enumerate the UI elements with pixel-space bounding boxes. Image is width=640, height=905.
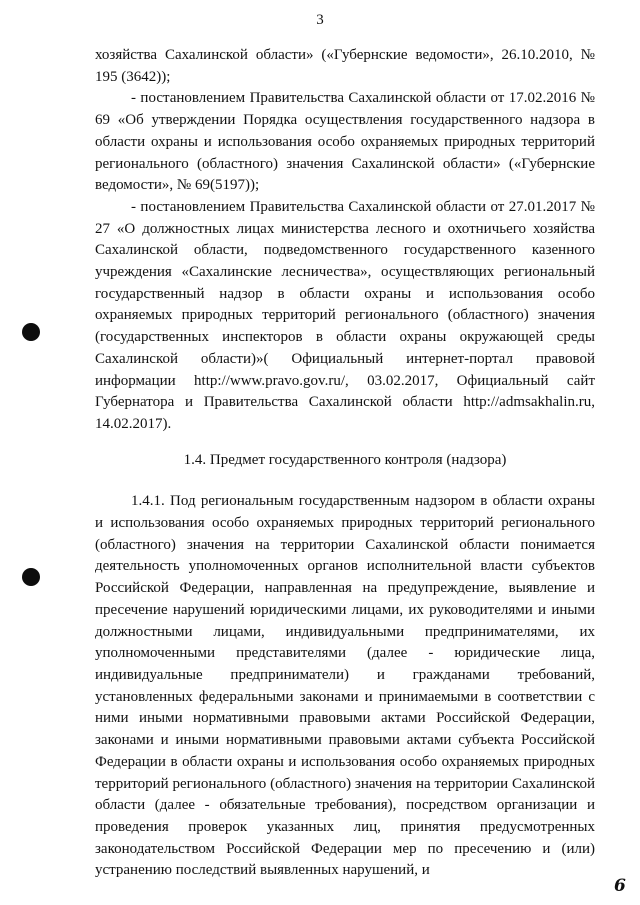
paragraph-continuation: хозяйства Сахалинской области» («Губернские ведомости», 26.10.2010, № 195 (3642)); xyxy=(95,47,595,85)
punch-hole-top xyxy=(22,323,40,341)
paragraph-decree-2017: - постановлением Правительства Сахалинской области от 27.01.2017 № 27 «О должностных лицах министерства лесного и охотничьего хозяйства Сахалинской области, подведомственного государственного казенного учреждения «Сахалинские лесничества», осуществляющих региональный государственный надзор в области охраны и использования особо охраняемых природных территорий регионального (областного) значения (государственных инспекторов в области охраны окружающей среды Сахалинской области)»( Официальный интернет-портал правовой информации http://www.pravo.gov.ru/, 03.02.2017, Официальный сайт Губернатора и Правительства Сахалинской области http://admsakhalin.ru, 14.02.2017). xyxy=(95,198,595,432)
page-number: 3 xyxy=(316,12,324,28)
handwritten-page-mark: 6 xyxy=(614,876,626,896)
punch-hole-bottom xyxy=(22,568,40,586)
document-body xyxy=(95,45,595,882)
paragraph-decree-2016: - постановлением Правительства Сахалинской области от 17.02.2016 № 69 «Об утверждении Порядка осуществления государственного надзора в области охраны и использования особо охраняемых природных территорий регионального (областного) значения Сахалинской области» («Губернские ведомости», № 69(5197)); xyxy=(95,90,595,194)
section-heading: 1.4. Предмет государственного контроля (надзора) xyxy=(183,451,507,468)
paragraph-1-4-1: 1.4.1. Под региональным государственным надзором в области охраны и использования особо охраняемых природных территорий регионального (областного) значения на территории Сахалинской области понимается деятельность уполномоченных органов исполнительной власти субъектов Российской Федерации, направленная на предупреждение, выявление и пресечение нарушений юридическими лицами, их руководителями и иными должностными лицами, индивидуальными предпринимателями, их уполномоченными представителями (далее - юридические лица, индивидуальные предприниматели) и гражданами требований, установленных федеральными законами и принимаемыми в соответствии с ними иными нормативными правовыми актами Российской Федерации, законами и иными нормативными правовыми актами субъекта Российской Федерации в области охраны и использования особо охраняемых природных территорий регионального (областного) значения на территории Сахалинской области (далее - обязательные требования), посредством организации и проведения проверок указанных лиц, принятия предусмотренных законодательством Российской Федерации мер по пресечению и (или) устранению последствий выявленных нарушений, и xyxy=(95,493,595,879)
